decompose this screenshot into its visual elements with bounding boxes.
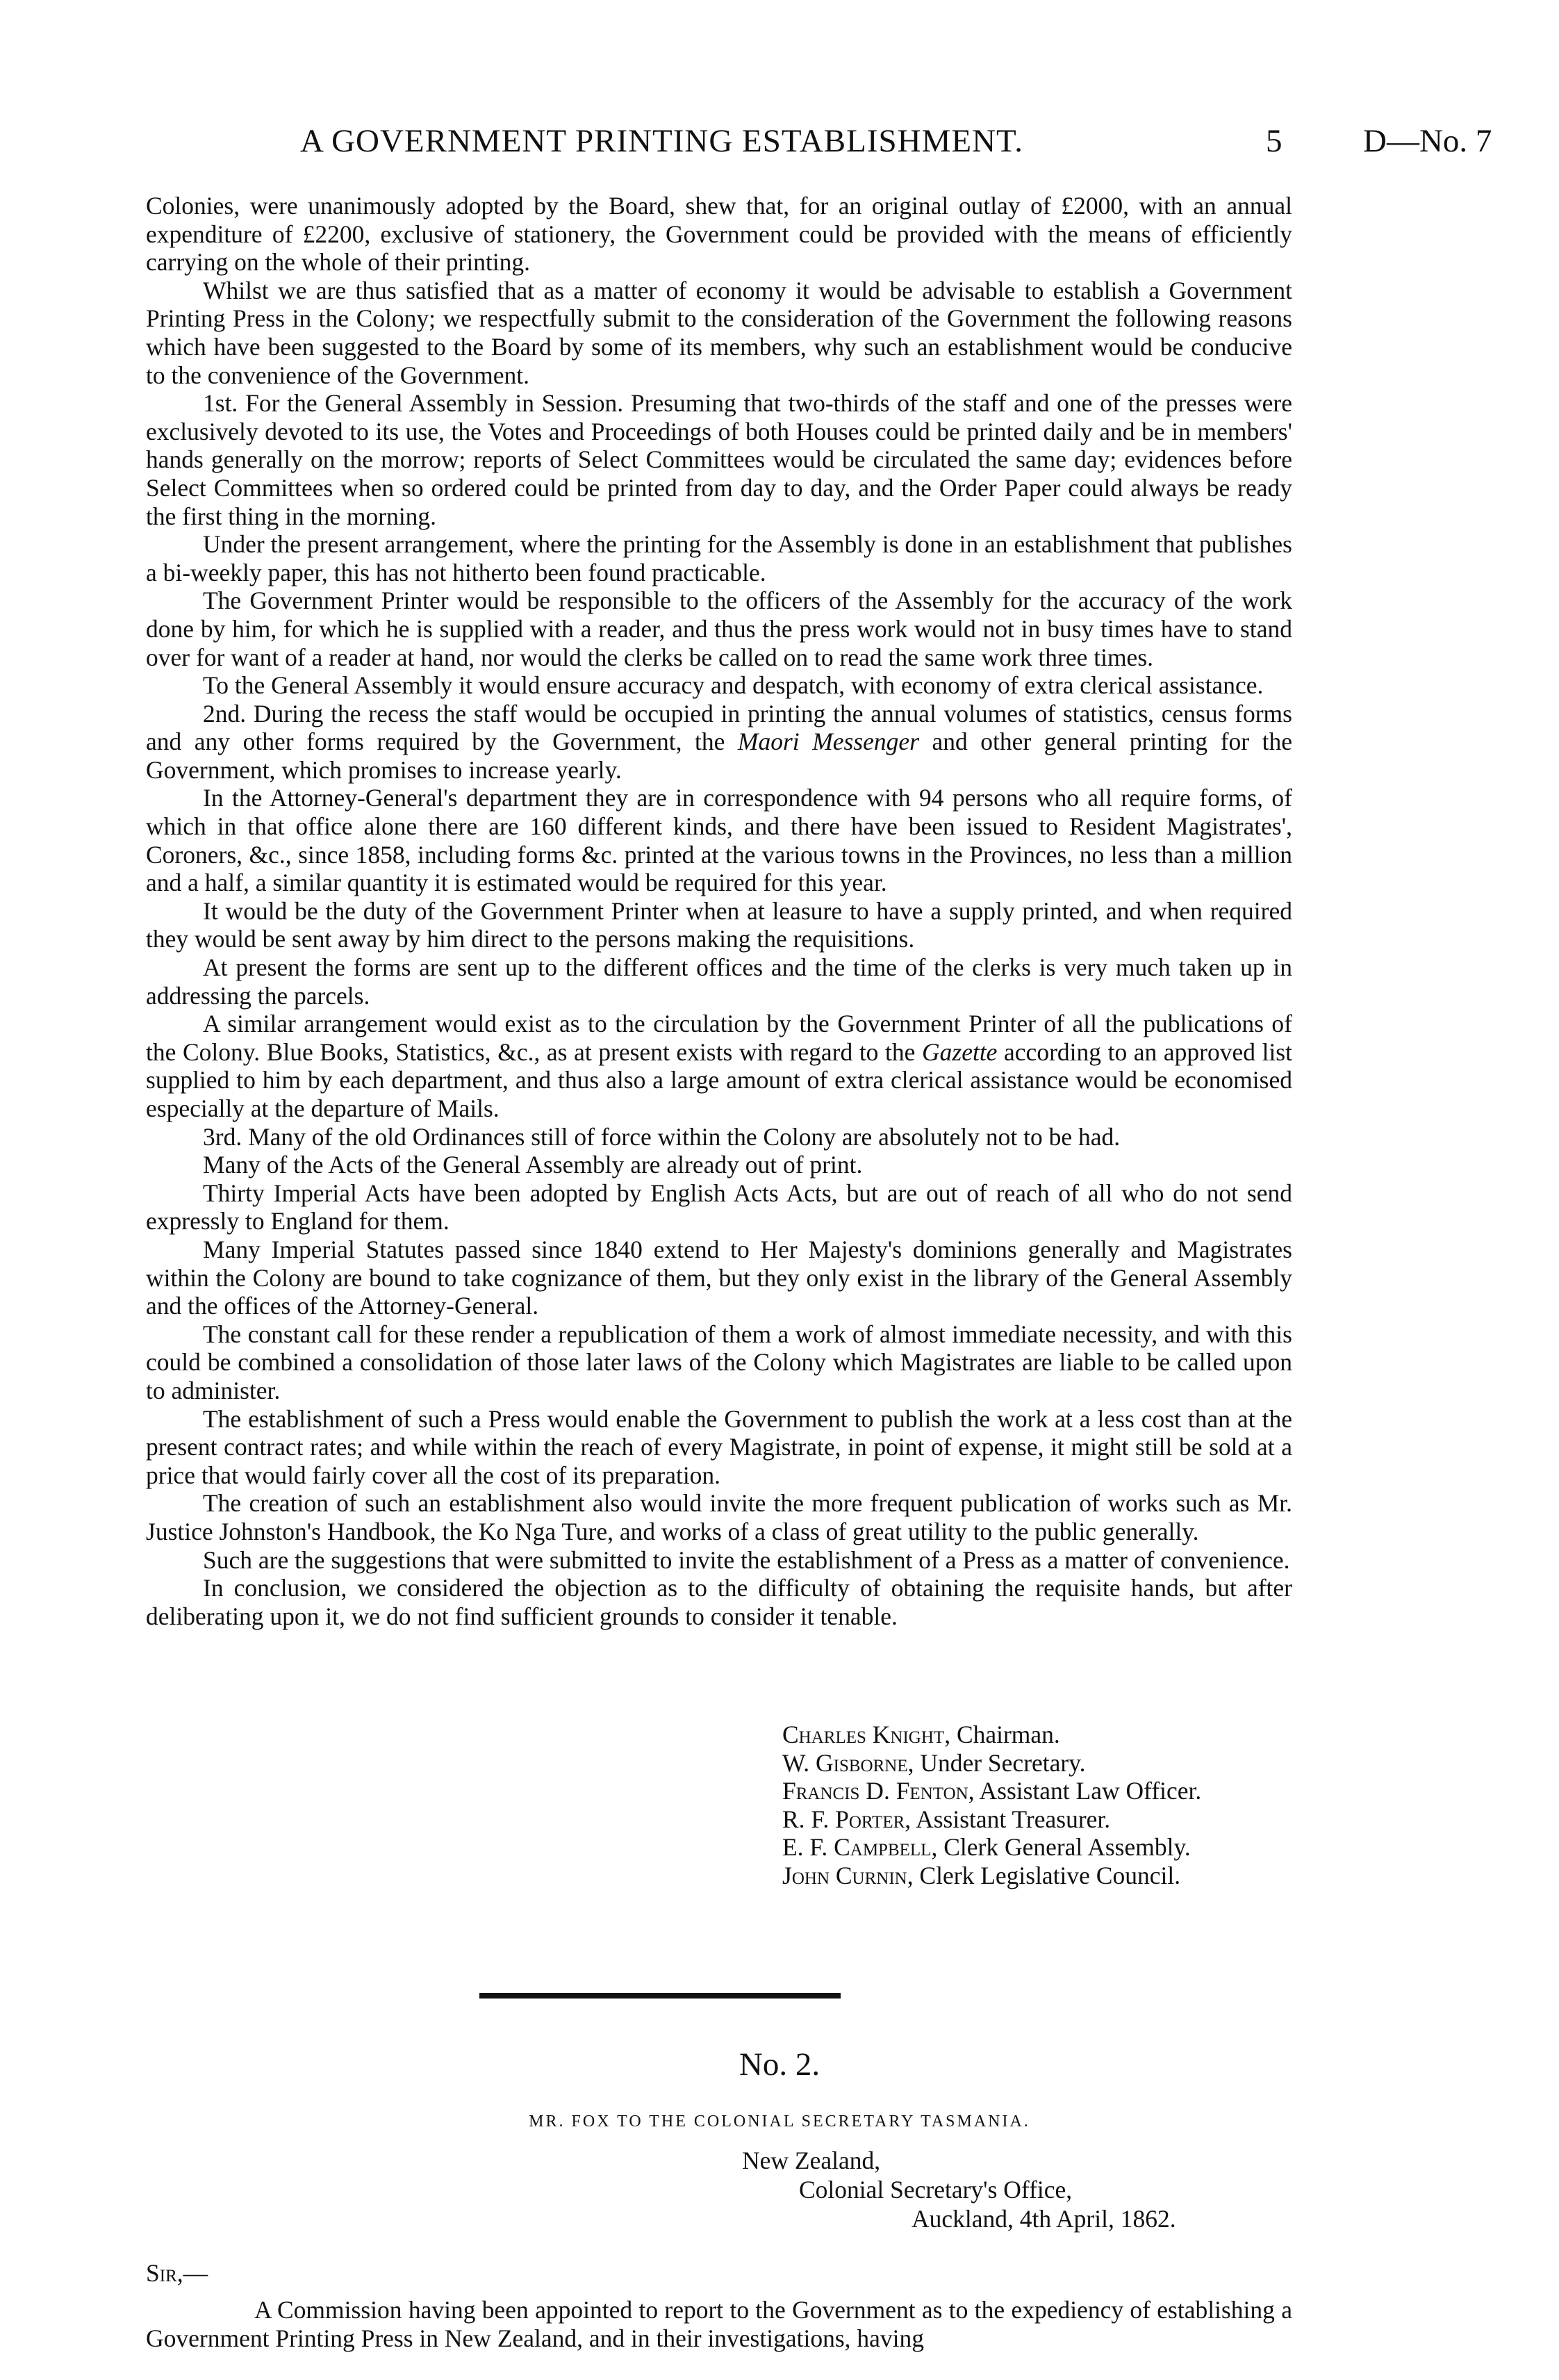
text-run: according to an approved list supplied to him by each department, and thus also a large amount of extra clerical assistance would be economised especially at the departure of Mails. (146, 1037, 1292, 1122)
paragraph (146, 700, 1292, 785)
report-body (146, 192, 1292, 1630)
signatory (782, 1833, 1201, 1862)
paragraph: 1st. For the General Assembly in Session. Presuming that two-thirds of the staff and one of the presses were exclusively devoted to its use, the Votes and Proceedings of both Houses could be printed daily and be in members' hands generally on the morrow; reports of Select Committees would be circulated the same day; evidences before Select Committees when so ordered could be printed from day to day, and the Order Paper could always be ready the first thing in the morning. (146, 389, 1292, 530)
paragraph: The constant call for these render a republication of them a work of almost immediate necessity, and with this could be combined a consolidation of those later laws of the Colony which Magistrates are liable to be called upon to administer. (146, 1320, 1292, 1404)
signatory-role: , Assistant Law Officer. (968, 1777, 1202, 1805)
paragraph (146, 1010, 1292, 1122)
page-header (0, 122, 1559, 171)
paragraph: The creation of such an establishment also would invite the more frequent publication of works such as Mr. Justice Johnston's Handbook, the Ko Nga Ture, and works of a class of great utility to the public generally. (146, 1489, 1292, 1545)
signatory-name: W. Gisborne (782, 1748, 908, 1777)
signatory-role: , Under Secretary. (907, 1748, 1086, 1777)
signatory-name: John Curnin (782, 1861, 907, 1889)
signatory-role: , Clerk Legislative Council. (907, 1861, 1181, 1889)
signatory (782, 1721, 1201, 1749)
running-title: A GOVERNMENT PRINTING ESTABLISHMENT. (300, 123, 1023, 159)
signatory-name: E. F. Campbell (782, 1833, 932, 1862)
paragraph: At present the forms are sent up to the different offices and the time of the clerks is very much taken up in addressing the parcels. (146, 953, 1292, 1010)
signatory-role: , Assistant Treasurer. (905, 1805, 1111, 1833)
salutation: Sir,— (146, 2259, 208, 2287)
paragraph: Many Imperial Statutes passed since 1840 extend to Her Majesty's dominions generally and Magistrates within the Colony are bound to take cognizance of them, but they only exist in the library of the General Assembly and the offices of the Attorney-General. (146, 1235, 1292, 1320)
text-run: A similar arrangement would exist as to the circulation by the Government Printer of all the publications of the Colony. Blue Books, Statistics, &c., as at present exists with regard to the (146, 1010, 1292, 1066)
paragraph: 3rd. Many of the old Ordinances still of force within the Colony are absolutely not to be had. (203, 1122, 1121, 1151)
paragraph: Whilst we are thus satisfied that as a matter of economy it would be advisable to establish a Government Printing Press in the Colony; we respectfully submit to the consideration of the Government the following reasons which have been suggested to the Board by some of its members, why such an establishment would be conducive to the convenience of the Government. (146, 276, 1292, 389)
page-number: 5 (1266, 123, 1282, 159)
signature-block (782, 1721, 1201, 1890)
signatory-name: Charles Knight (782, 1721, 945, 1748)
signatory (782, 1805, 1201, 1834)
address-line-1: New Zealand, (742, 2147, 881, 2174)
signatory (782, 1862, 1201, 1890)
paragraph: It would be the duty of the Government Printer when at leasure to have a supply printed, and when required they would be sent away by him direct to the persons making the requisitions. (146, 896, 1292, 953)
paragraph: In the Attorney-General's department they are in correspondence with 94 persons who all require forms, of which in that office alone there are 160 different kinds, and there have been issued to Resident Magistrates', Coroners, &c., since 1858, including forms &c. printed at the various towns in the Provinces, no less than a million and a half, a similar quantity it is estimated would be required for this year. (146, 784, 1292, 897)
document-code: D—No. 7 (1363, 123, 1492, 159)
text-run: 2nd. During the recess the staff would be occupied in printing the annual volumes of statistics, census forms and any other forms required by the Government, the (146, 699, 1292, 756)
signatory (782, 1749, 1201, 1778)
paragraph: The Government Printer would be responsible to the officers of the Assembly for the accuracy of the work done by him, for which he is supplied with a reader, and thus the press work would not in busy times have to stand over for want of a reader at hand, nor would the clerks be called on to read the same work three times. (146, 586, 1292, 671)
paragraph: Many of the Acts of the General Assembly are already out of print. (203, 1151, 863, 1179)
letter-body (146, 2296, 1292, 2352)
signatory-role: , Chairman. (944, 1721, 1060, 1748)
publication-title: Gazette (922, 1037, 998, 1066)
text-run: and other general printing for the Government, which promises to increase yearly. (146, 728, 1293, 784)
paragraph: Under the present arrangement, where the printing for the Assembly is done in an establishment that publishes a bi-weekly paper, this has not hitherto been found practicable. (146, 530, 1292, 586)
signatory (782, 1777, 1201, 1805)
section-divider (479, 1993, 841, 1999)
signatory-name: R. F. Porter (782, 1805, 905, 1833)
signatory-name: Francis D. Fenton (782, 1777, 968, 1805)
paragraph: A Commission having been appointed to report to the Government as to the expediency of establishing a Government Printing Press in New Zealand, and in their investigations, having (146, 2296, 1292, 2352)
paragraph: To the General Assembly it would ensure accuracy and despatch, with economy of extra clerical assistance. (203, 671, 1264, 700)
address-line-2: Colonial Secretary's Office, (799, 2176, 1073, 2203)
paragraph: In conclusion, we considered the objection as to the difficulty of obtaining the requisite hands, but after deliberating upon it, we do not find sufficient grounds to consider it tenable. (146, 1574, 1292, 1630)
letter-heading: MR. FOX TO THE COLONIAL SECRETARY TASMANIA. (529, 2112, 1030, 2131)
paragraph: Thirty Imperial Acts have been adopted by English Acts Acts, but are out of reach of all who do not send expressly to England for them. (146, 1179, 1292, 1236)
publication-title: Maori Messenger (737, 728, 919, 756)
paragraph: The establishment of such a Press would enable the Government to publish the work at a less cost than at the present contract rates; and while within the reach of every Magistrate, in point of expense, it might still be sold at a price that would fairly cover all the cost of its preparation. (146, 1404, 1292, 1489)
signatory-role: , Clerk General Assembly. (931, 1833, 1191, 1862)
address-date: Auckland, 4th April, 1862. (912, 2205, 1176, 2233)
document-number: No. 2. (739, 2046, 820, 2083)
paragraph: Such are the suggestions that were submitted to invite the establishment of a Press as a matter of convenience. (203, 1545, 1290, 1574)
paragraph: Colonies, were unanimously adopted by the Board, shew that, for an original outlay of £2000, with an annual expenditure of £2200, exclusive of stationery, the Government could be provided with the means of efficiently carrying on the whole of their printing. (146, 192, 1292, 277)
